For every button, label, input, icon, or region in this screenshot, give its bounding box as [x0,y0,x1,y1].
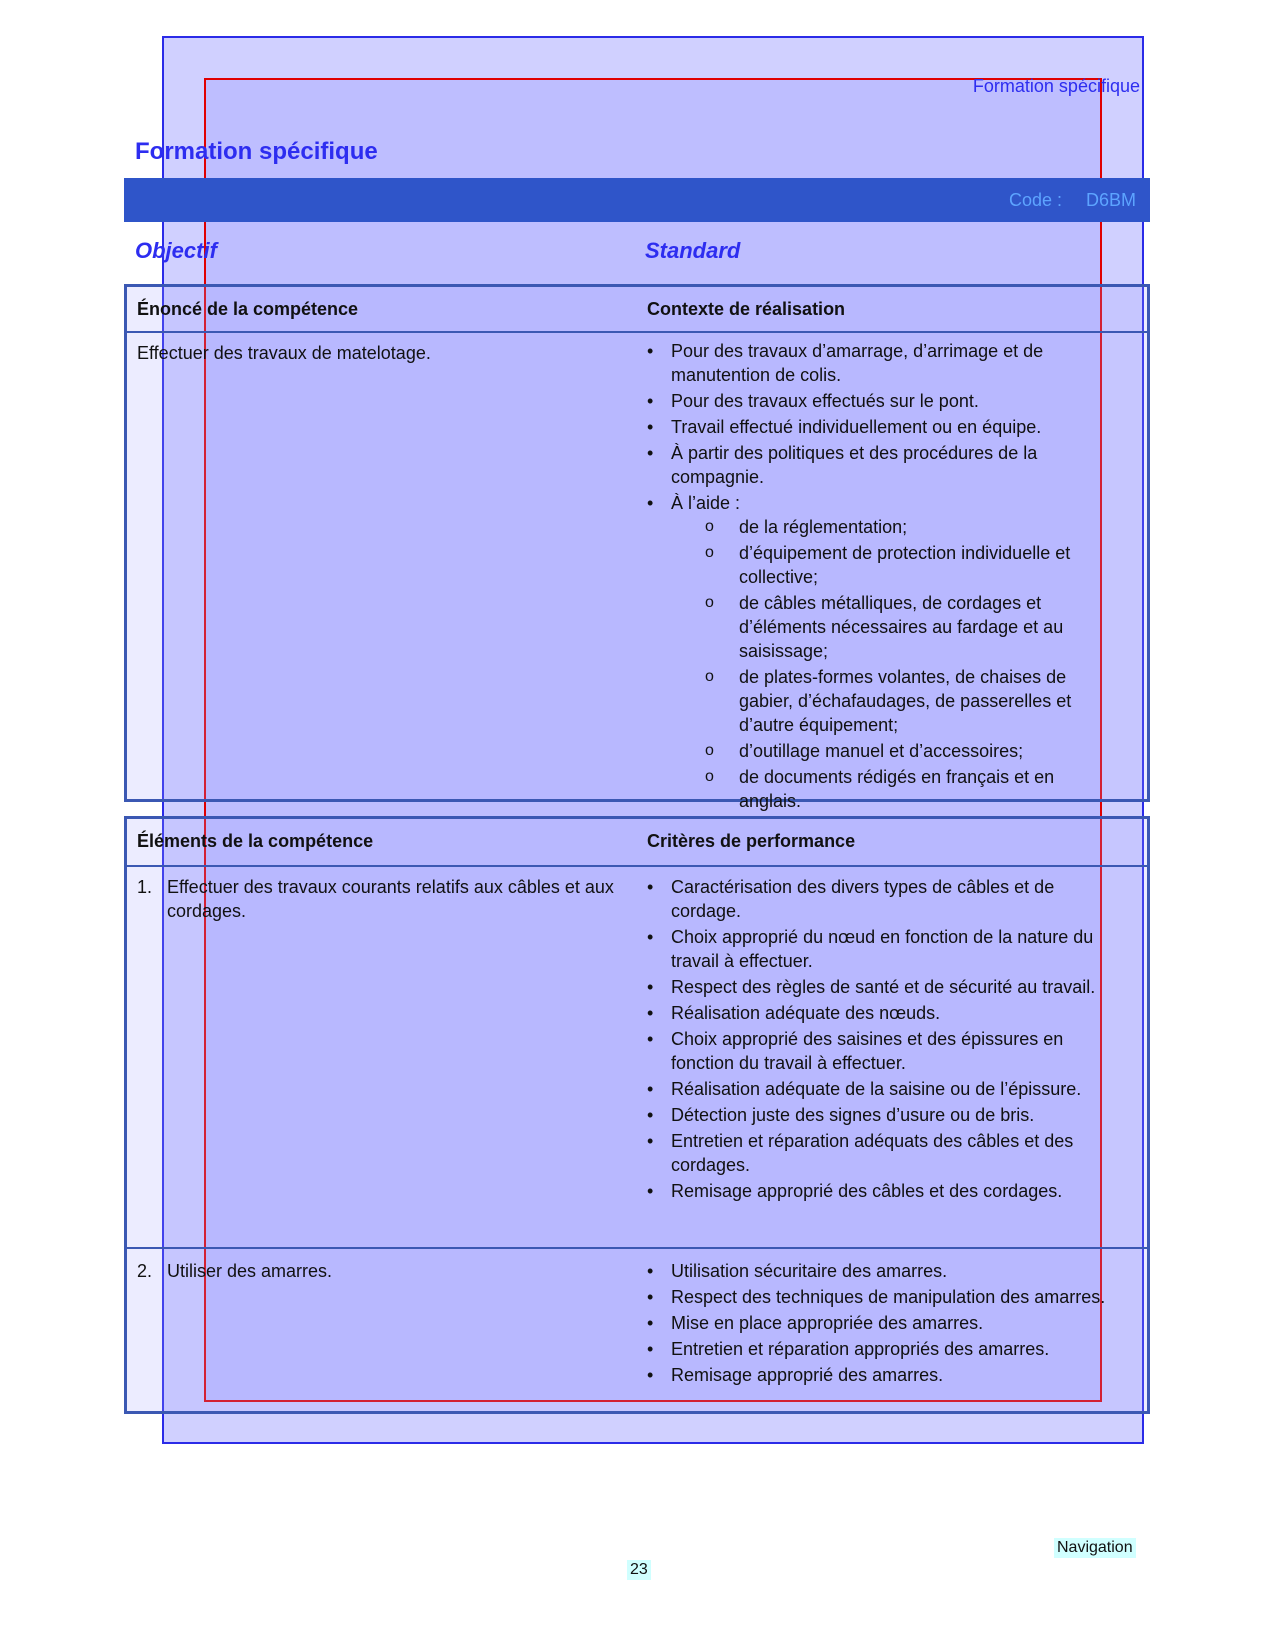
criteria-1-item-8: • Entretien et réparation adéquats des câbles et des cordages. [647,1129,1117,1177]
criteria-1-item-5: • Choix approprié des saisines et des épissures en fonction du travail à effectuer. [647,1027,1117,1075]
title-bar [124,178,1150,222]
criteria-2-item-3: • Mise en place appropriée des amarres. [647,1311,1117,1335]
aide-sub-4: o de plates-formes volantes, de chaises de gabier, d’échafaudages, de passerelles et d’autre équipement; [705,665,1087,737]
context-bullet-4: • À partir des politiques et des procédures de la compagnie. [647,441,1087,489]
context-bullet-2: • Pour des travaux effectués sur le pont. [647,389,1087,413]
table1-col1-header: Énoncé de la compétence [137,299,359,319]
criteria-2-item-2: • Respect des techniques de manipulation des amarres. [647,1285,1117,1309]
criteria-1-item-3: • Respect des règles de santé et de sécurité au travail. [647,975,1117,999]
realisation-bullets [647,339,1087,813]
competence-table [124,284,1150,811]
page-number: 23 [627,1560,651,1580]
element-1-text: Effectuer des travaux courants relatifs aux câbles et aux cordages. [167,877,614,921]
table2-col2-header: Critères de performance [647,831,856,851]
code-label: Code : [1009,190,1063,210]
context-bullet-5-text: À l’aide : [671,493,741,513]
criteria-1-list [647,875,1117,1203]
criteria-1-item-6: • Réalisation adéquate de la saisine ou de l’épissure. [647,1077,1117,1101]
table1-header-divider [127,331,1147,333]
criteria-1-item-4: • Réalisation adéquate des nœuds. [647,1001,1117,1025]
table2-header-divider [127,865,1147,867]
criteria-1-item-1: • Caractérisation des divers types de câbles et de cordage. [647,875,1117,923]
criteria-1-item-7: • Détection juste des signes d’usure ou de bris. [647,1103,1117,1127]
navigation-link[interactable]: Navigation [1054,1538,1136,1558]
realisation-context [647,339,1087,815]
context-bullet-5 [647,491,1087,813]
context-bullet-1: • Pour des travaux d’amarrage, d’arrimage et de manutention de colis. [647,339,1087,387]
competence-statement: Effectuer des travaux de matelotage. [137,343,431,363]
element-2-number: 2. [137,1261,153,1281]
standard-label: Standard [645,238,741,263]
element-2 [137,1259,617,1283]
table2-col1-header: Éléments de la compétence [137,831,374,851]
aide-sub-3: o de câbles métalliques, de cordages et d’éléments nécessaires au fardage et au saisissage; [705,591,1087,663]
aide-sub-1: o de la réglementation; [705,515,1087,539]
performance-table [124,816,1150,1414]
objective-label: Objectif [135,238,217,263]
code-value: D6BM [1086,190,1137,210]
aide-sub-2: o d’équipement de protection individuelle et collective; [705,541,1087,589]
context-bullet-3: • Travail effectué individuellement ou en équipe. [647,415,1087,439]
criteria-2 [647,1259,1117,1389]
criteria-2-item-4: • Entretien et réparation appropriés des amarres. [647,1337,1117,1361]
table1-col2-header: Contexte de réalisation [647,299,846,319]
element-1-number: 1. [137,877,153,897]
criteria-2-item-1: • Utilisation sécuritaire des amarres. [647,1259,1117,1283]
criteria-1-item-2: • Choix approprié du nœud en fonction de la nature du travail à effectuer. [647,925,1117,973]
top-header: Formation spécifique [972,76,1140,96]
criteria-1-item-9: • Remisage approprié des câbles et des cordages. [647,1179,1117,1203]
aide-subbullets [705,515,1087,813]
criteria-2-item-5: • Remisage approprié des amarres. [647,1363,1117,1387]
criteria-1 [647,875,1117,1205]
aide-sub-5: o d’outillage manuel et d’accessoires; [705,739,1087,763]
page-title: Formation spécifique [135,138,378,165]
element-2-text: Utiliser des amarres. [167,1261,333,1281]
criteria-2-list [647,1259,1117,1387]
element-1 [137,875,617,923]
table2-row-divider [127,1247,1147,1249]
aide-sub-6: o de documents rédigés en français et en anglais. [705,765,1087,813]
